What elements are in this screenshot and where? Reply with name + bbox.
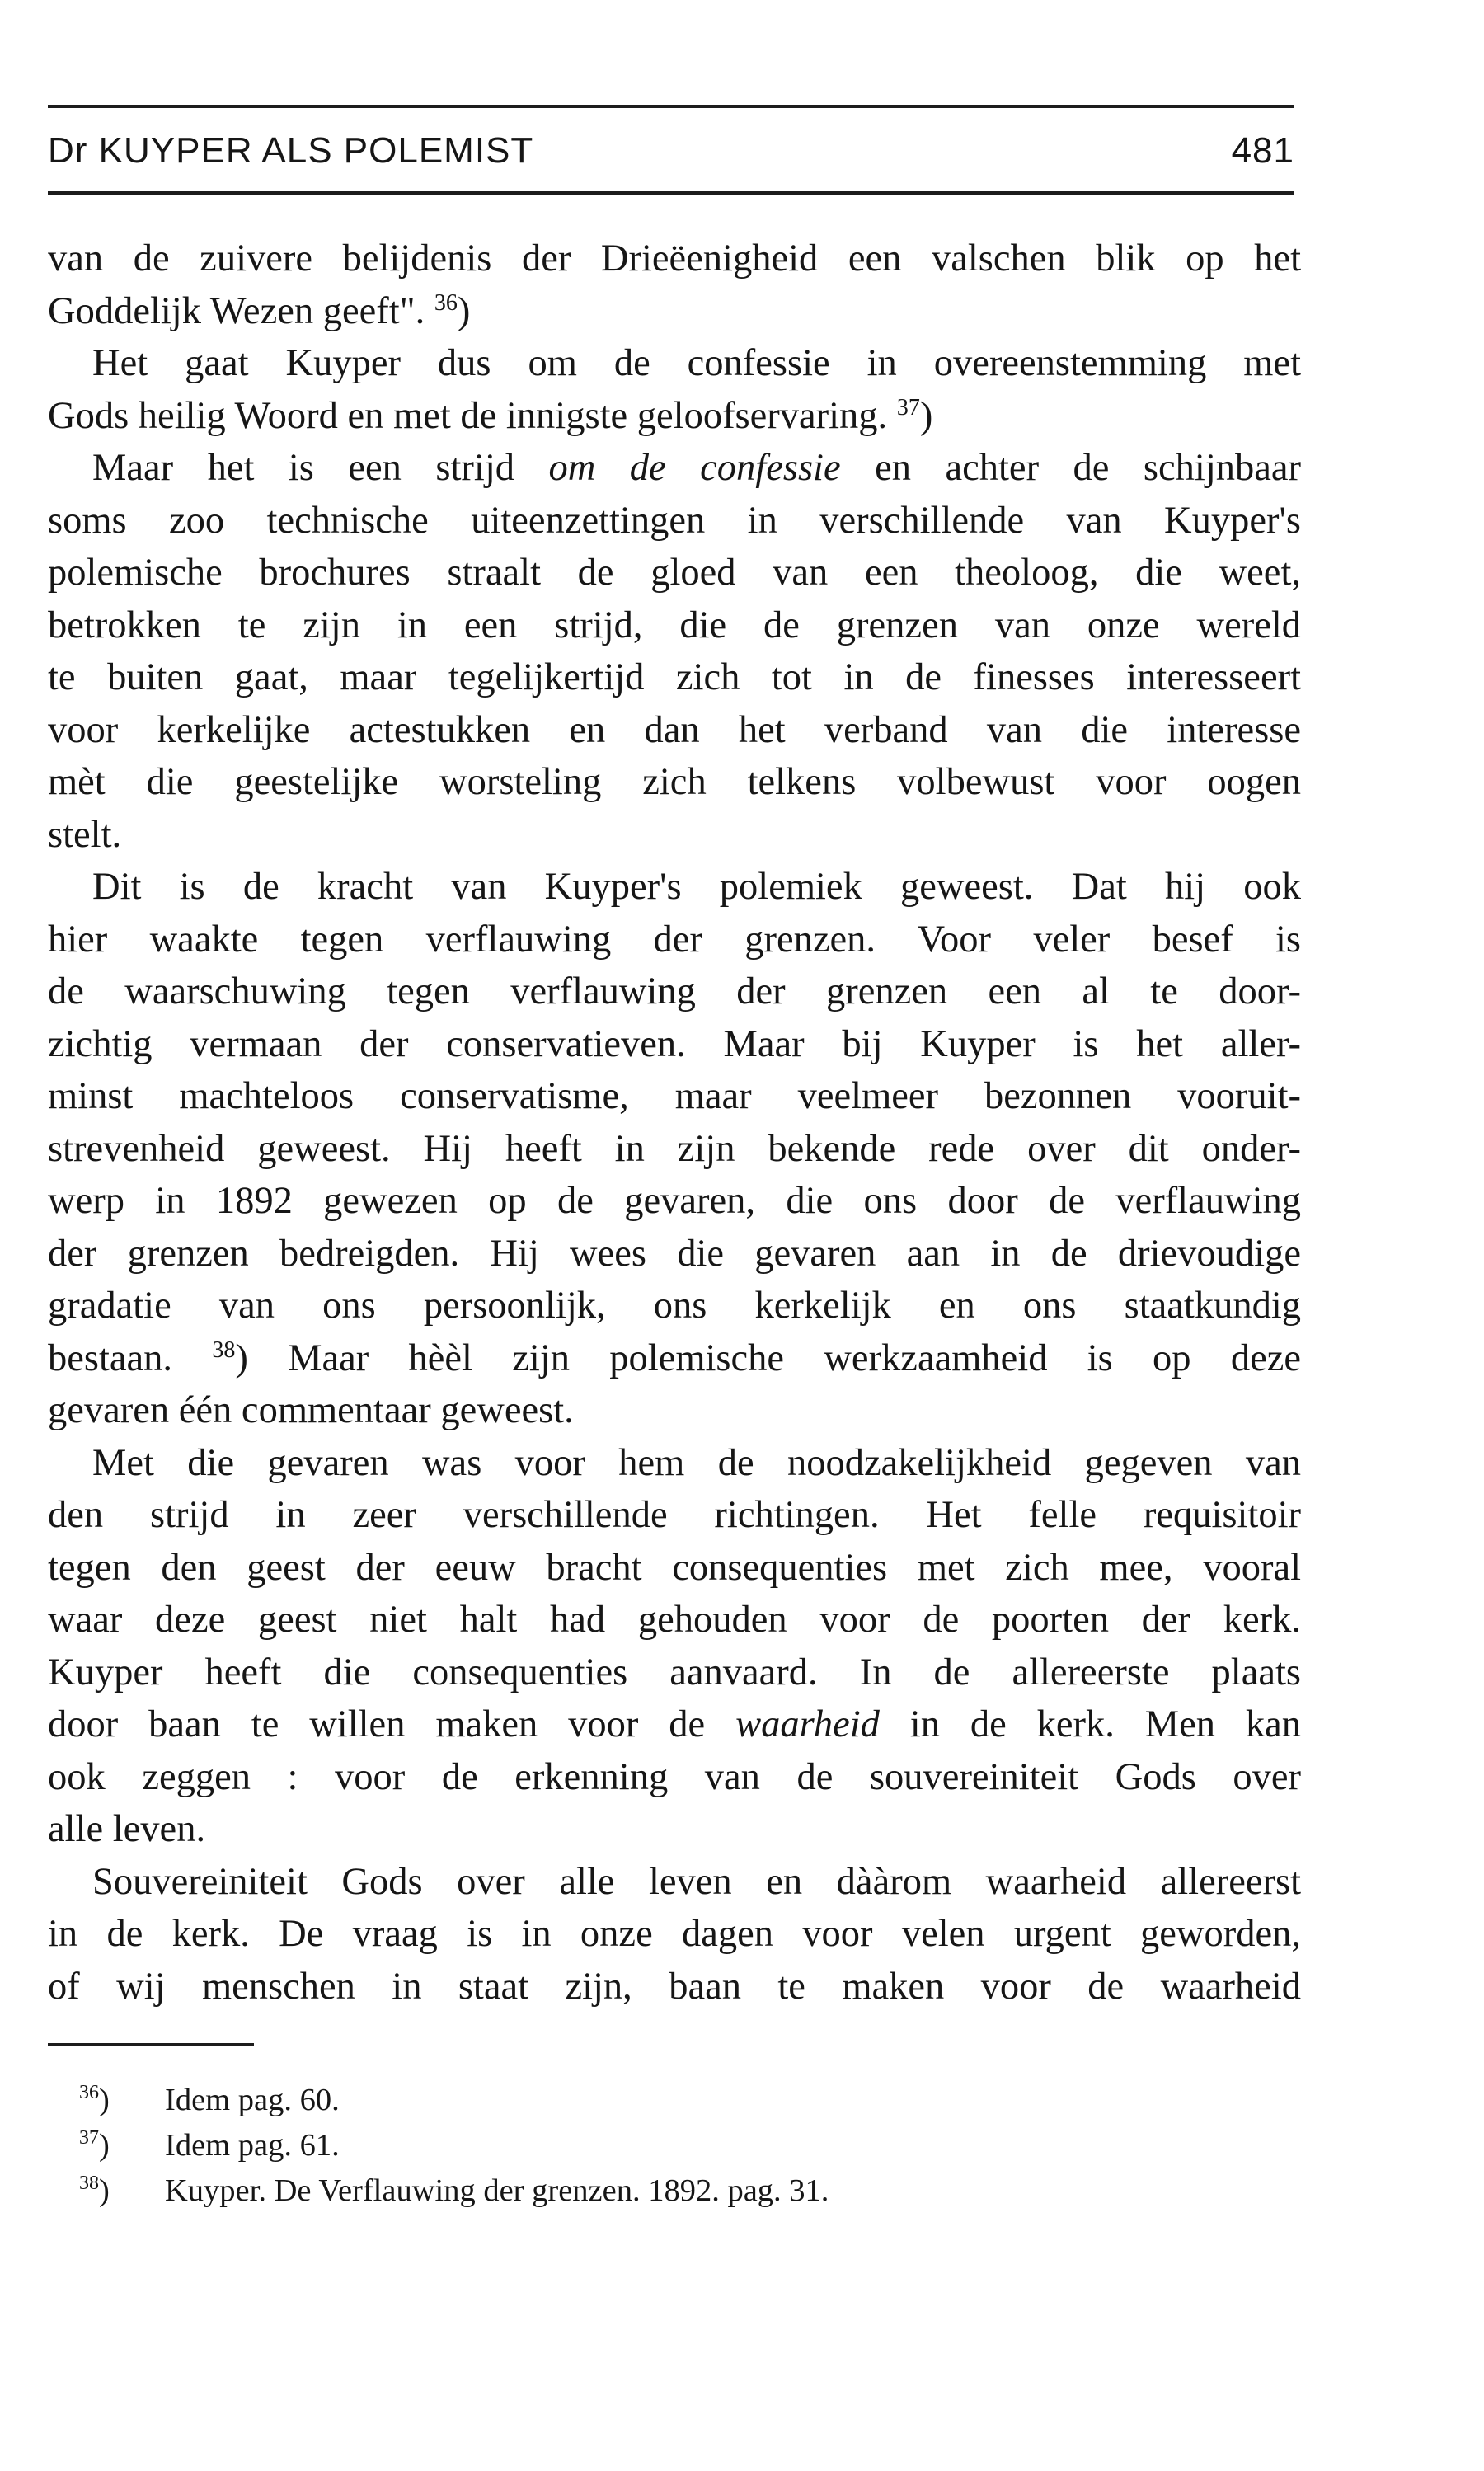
text-fragment: ) Maar hèèl zijn polemische werkzaamheid is op deze — [235, 1337, 1301, 1379]
text-line: gradatie van ons persoonlijk, ons kerkelijk en ons staatkundig — [48, 1285, 1301, 1327]
text-fragment: ) — [457, 289, 471, 332]
page-number: 481 — [1231, 130, 1294, 171]
footnote — [79, 2078, 1052, 2123]
text-line: hier waakte tegen verflauwing der grenzen. Voor veler besef is — [48, 918, 1301, 961]
text-line — [48, 1332, 1301, 1385]
text-line: Met die gevaren was voor hem de noodzakelijkheid gegeven van — [92, 1441, 1301, 1484]
footnote-number — [79, 2078, 165, 2123]
footnote-reference: 38 — [212, 1337, 236, 1363]
footnote-number — [79, 2123, 165, 2168]
text-line: voor kerkelijke actestukken en dan het verband van die interesse — [48, 708, 1301, 751]
footnote-reference: 37 — [896, 394, 920, 420]
footnote-marker: 37 — [79, 2127, 99, 2149]
text-line — [48, 442, 1301, 495]
footnote-paren: ) — [99, 2173, 110, 2208]
footnote-separator — [48, 2043, 254, 2046]
footnote-paren: ) — [99, 2083, 110, 2117]
running-title: Dr KUYPER ALS POLEMIST — [48, 130, 534, 171]
text-line: Kuyper heeft die consequenties aanvaard. In de allereerste plaats — [48, 1651, 1301, 1694]
italic-phrase: waarheid — [735, 1703, 880, 1745]
footnote-marker: 36 — [79, 2082, 99, 2103]
text-line: den strijd in zeer verschillende richtingen. Het felle requisitoir — [48, 1494, 1301, 1536]
text-fragment: in de kerk. Men kan — [909, 1703, 1302, 1745]
text-line: in de kerk. De vraag is in onze dagen voor velen urgent geworden, — [48, 1913, 1301, 1955]
footnote-text: Idem pag. 60. — [165, 2083, 340, 2117]
text-line — [48, 1698, 1301, 1751]
text-line: strevenheid geweest. Hij heeft in zijn bekende rede over dit onder- — [48, 1127, 1301, 1170]
footnote-paren: ) — [99, 2128, 110, 2163]
text-line: soms zoo technische uiteenzettingen in verschillende van Kuyper's — [48, 499, 1301, 542]
text-line: stelt. — [48, 813, 122, 856]
text-line: ook zeggen : voor de erkenning van de souvereiniteit Gods over — [48, 1755, 1301, 1798]
footnote-text: Kuyper. De Verflauwing der grenzen. 1892. pag. 31. — [165, 2173, 829, 2208]
italic-phrase: om de confessie — [548, 447, 841, 489]
body-text — [48, 233, 1301, 2013]
text-fragment: ) — [919, 394, 933, 437]
text-fragment: Gods heilig Woord en met de innigste geloofservaring. — [48, 394, 888, 437]
text-line: waar deze geest niet halt had gehouden voor de poorten der kerk. — [48, 1599, 1301, 1641]
footnote-reference: 36 — [434, 289, 458, 316]
text-line: zichtig vermaan der conservatieven. Maar bij Kuyper is het aller- — [48, 1022, 1301, 1065]
text-line: mèt die geestelijke worsteling zich telkens volbewust voor oogen — [48, 761, 1301, 803]
footnote-text: Idem pag. 61. — [165, 2128, 340, 2163]
text-line: Dit is de kracht van Kuyper's polemiek geweest. Dat hij ook — [92, 866, 1301, 908]
text-fragment: en achter de schijnbaar — [875, 447, 1301, 489]
footnotes — [79, 2078, 1052, 2214]
text-fragment: Maar het is een strijd — [92, 447, 514, 489]
text-line: polemische brochures straalt de gloed van een theoloog, die weet, — [48, 552, 1301, 594]
text-fragment: Goddelijk Wezen geeft". — [48, 289, 425, 332]
text-line — [48, 390, 1301, 443]
text-line: de waarschuwing tegen verflauwing der grenzen een al te door- — [48, 970, 1301, 1012]
footnote-number — [79, 2168, 165, 2214]
text-fragment: bestaan. — [48, 1337, 173, 1379]
header-top-rule — [48, 105, 1294, 108]
text-fragment: door baan te willen maken voor de — [48, 1703, 706, 1745]
text-line: minst machteloos conservatisme, maar veelmeer bezonnen vooruit- — [48, 1075, 1301, 1117]
text-line: werp in 1892 gewezen op de gevaren, die ons door de verflauwing — [48, 1180, 1301, 1222]
text-line: alle leven. — [48, 1808, 206, 1850]
text-line: tegen den geest der eeuw bracht consequenties met zich mee, vooral — [48, 1546, 1301, 1589]
footnote-ref-group — [212, 1337, 1301, 1379]
text-line: van de zuivere belijdenis der Drieëenigheid een valschen blik op het — [48, 237, 1301, 280]
header-bottom-rule — [48, 191, 1294, 195]
footnote-marker: 38 — [79, 2173, 99, 2194]
running-header — [48, 124, 1294, 181]
footnote — [79, 2168, 1052, 2214]
text-line: Souvereiniteit Gods over alle leven en dààrom waarheid allereerst — [92, 1860, 1301, 1903]
footnote — [79, 2123, 1052, 2168]
text-line — [48, 285, 1301, 338]
text-line: Het gaat Kuyper dus om de confessie in overeenstemming met — [92, 342, 1301, 384]
text-line: gevaren één commentaar geweest. — [48, 1389, 574, 1431]
text-line: te buiten gaat, maar tegelijkertijd zich tot in de finesses interesseert — [48, 656, 1301, 698]
text-line: betrokken te zijn in een strijd, die de grenzen van onze wereld — [48, 604, 1301, 646]
text-line: of wij menschen in staat zijn, baan te maken voor de waarheid — [48, 1965, 1301, 2008]
text-line: der grenzen bedreigden. Hij wees die gevaren aan in de drievoudige — [48, 1232, 1301, 1275]
